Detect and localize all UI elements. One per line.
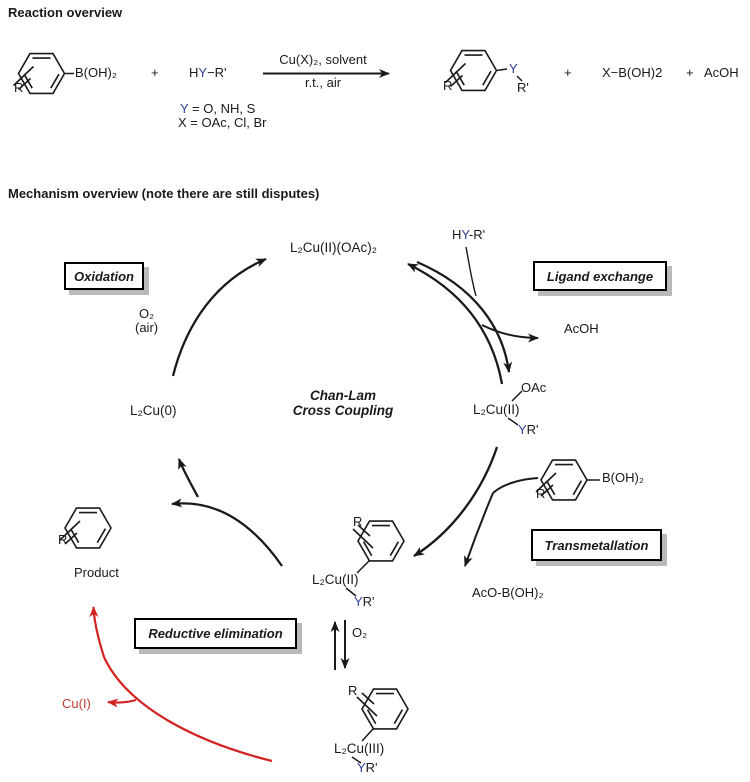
product-mech-r-label: R: [58, 532, 68, 547]
oxidation-arrow: [173, 259, 266, 376]
cu2-bottom-label: L₂Cu(II): [312, 572, 359, 587]
reductive-elimination-step-box: Reductive elimination: [134, 618, 297, 649]
boronic-label-mech: B(OH)₂: [602, 470, 644, 485]
cycle-title-line2: Cross Coupling: [292, 403, 394, 418]
acoh-exit-arrow: [482, 325, 538, 338]
cycle-title-line1: Chan-Lam: [309, 388, 376, 403]
cu1-label: Cu(I): [62, 696, 91, 711]
oxidation-step-box: Oxidation: [64, 262, 144, 290]
red-to-cu1-arrow: [108, 700, 136, 703]
cu2-aryl-r-label: R: [353, 514, 363, 529]
conditions-top: Cu(X)₂, solvent: [279, 52, 367, 67]
cu3-label: L₂Cu(III): [334, 741, 385, 756]
legend-y: Y = O, NH, S: [180, 101, 256, 116]
amine-reagent-label: HY−R': [189, 65, 227, 80]
product-r-label: R: [443, 78, 453, 93]
acoh-label-mech: AcOH: [564, 321, 599, 336]
air-label: (air): [135, 320, 159, 335]
yr-right-label: YR': [518, 422, 539, 437]
yr-bottom-label: YR': [354, 594, 375, 609]
product-caption: Product: [74, 565, 119, 580]
reductive-elimination-arrow: [172, 503, 282, 566]
product-y-label: Y: [509, 61, 518, 76]
amine-entry-line: [466, 247, 476, 296]
boronic-entry-line: [493, 478, 538, 493]
mechanism-title: Mechanism overview (note there are still disputes): [8, 186, 320, 201]
cu3-aryl-r-label: R: [348, 683, 358, 698]
cu0-label: L₂Cu(0): [130, 403, 177, 418]
benzene-ring-product-mech: [60, 508, 111, 548]
yr-cu3-label: YR': [357, 760, 378, 775]
ligand-exchange-step-box: Ligand exchange: [533, 261, 667, 291]
cu2-right-label: L₂Cu(II): [473, 402, 520, 417]
product-rprime-label: R': [517, 80, 529, 95]
o2-equilibrium-label: O₂: [352, 625, 368, 640]
aco-boron-label: AcO-B(OH)₂: [472, 585, 544, 600]
transmetallation-arrow: [414, 447, 497, 556]
conditions-bottom: r.t., air: [304, 75, 342, 90]
o2-label: O₂: [139, 306, 155, 321]
ligand-exchange-reverse-arrow: [408, 264, 502, 384]
to-cu0-arrow: [179, 459, 198, 497]
benzene-ring-product-rx: [446, 51, 497, 91]
reactant-boronic-label: B(OH)₂: [75, 65, 117, 80]
plus-sign: +: [564, 65, 572, 80]
transmetallation-step-box: Transmetallation: [531, 529, 662, 561]
amine-label-mech: HY-R': [452, 227, 486, 242]
benzene-ring-cu3-aryl: [357, 689, 408, 729]
byproduct-boron-label: X−B(OH)2: [602, 65, 663, 80]
byproduct-acoh-label: AcOH: [704, 65, 739, 80]
plus-sign: +: [686, 65, 694, 80]
reaction-title: Reaction overview: [8, 5, 123, 20]
cu2-diacetate-label: L₂Cu(II)(OAc)₂: [290, 240, 377, 255]
plus-sign: +: [151, 65, 159, 80]
boronic-r-label: R: [536, 486, 546, 501]
reactant-r-label: R: [14, 80, 24, 95]
legend-x: X = OAc, Cl, Br: [178, 115, 267, 130]
oac-ligand-label: OAc: [521, 380, 547, 395]
